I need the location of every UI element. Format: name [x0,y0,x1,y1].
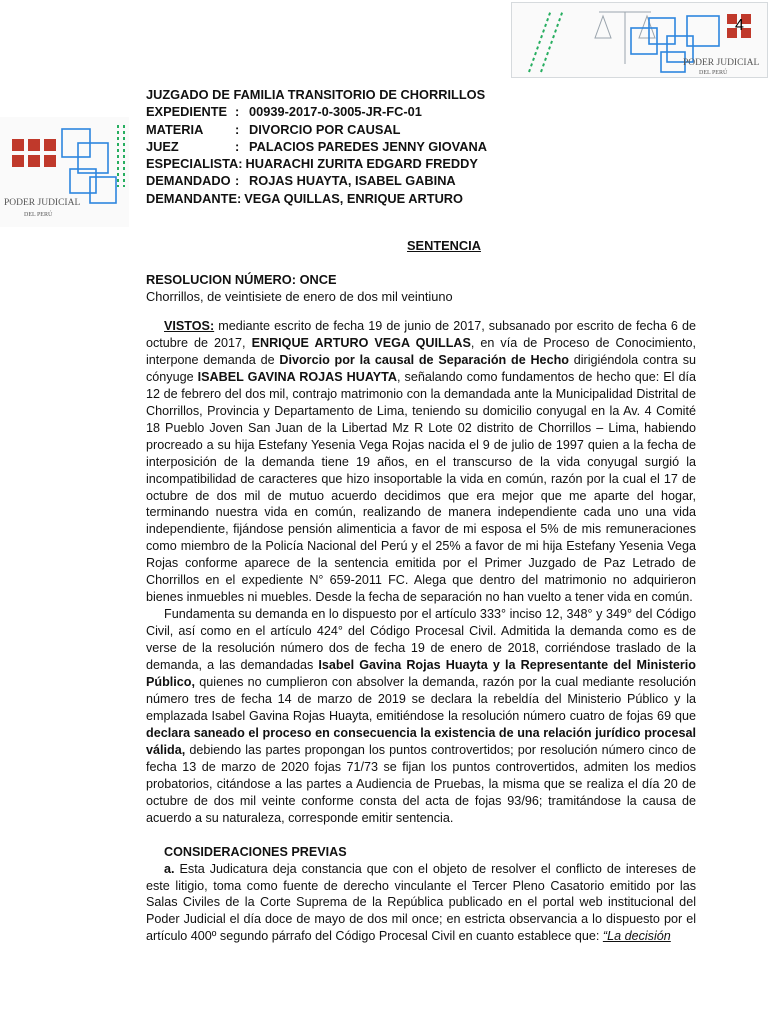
case-header [146,86,706,207]
header-row-demandante [146,190,706,207]
header-row-juez [146,138,706,155]
seal-subcaption-top: DEL PERÚ [699,70,728,76]
defendant-name: ISABEL GAVINA ROJAS HUAYTA [197,369,398,384]
plaintiff-name: ENRIQUE ARTURO VEGA QUILLAS [251,335,471,350]
seal-graphic-icon [0,117,129,227]
consideration-a [146,861,696,946]
text-run: mediante escrito de fecha 19 de junio de 2017, subsanado por escrito de fecha 6 de octubre de 2017, [146,319,696,350]
document-body [146,318,696,945]
seal-caption-top: PODER JUDICIAL [683,58,760,68]
text-run: Esta Judicatura deja constancia que con el objeto de resolver el conflicto de intereses de este litigio, toma como fuente de derecho vinculante el Tercer Pleno Casatorio emitido por las Salas Civiles de la Corte Suprema de la República publicado en el portal web institucional del Poder Judicial el día doce de mayo de dos mil once; en estricta observancia a lo dispuesto por el artículo 400º segundo párrafo del Código Procesal Civil en cuanto establece que: [146,861,696,944]
resolution-number: RESOLUCION NÚMERO: ONCE [146,272,337,287]
quote-start: “La decisión [602,929,671,944]
text-run: dirigiéndola contra su cónyuge [146,352,697,384]
resolution-block [146,271,742,305]
header-separator: : [235,121,240,137]
header-label: MATERIA [146,121,204,137]
header-value: HUARACHI ZURITA EDGARD FREDDY [245,156,478,172]
seal-caption-left: PODER JUDICIAL [4,198,81,208]
header-value: PALACIOS PAREDES JENNY GIOVANA [249,138,487,154]
court-name: JUZGADO DE FAMILIA TRANSITORIO DE CHORRILLOS [146,87,486,102]
header-label: EXPEDIENTE [146,104,228,120]
text-run: debiendo las partes propongan los puntos controvertidos; por resolución número cinco de fecha 13 de marzo de 2020 fojas 71/73 se fijan los puntos controvertidos, admiten los medios probatorios, citándose a las partes a Audiencia de Pruebas, la misma que se realiza el día 20 de octubre de dos mil veinte conforme consta del acta de fojas 93/96; tramitándose la causa de acuerdo a su naturaleza, corresponde emitir sentencia. [146,742,696,825]
header-separator: : [235,173,240,189]
place-date: Chorrillos, de veintisiete de enero de dos mil veintiuno [146,289,453,304]
header-label: DEMANDADO [146,173,231,189]
header-label: DEMANDANTE [146,190,237,206]
header-value: ROJAS HUAYTA, ISABEL GABINA [249,173,456,189]
header-separator: : [235,104,240,120]
header-row-expediente [146,103,706,120]
court-seal-top [511,2,768,78]
vistos-label: VISTOS: [164,319,215,333]
vistos-paragraph [146,318,696,606]
header-row-demandado [146,172,706,189]
page-number: 4 [735,17,744,34]
header-separator: : [235,138,240,154]
considerations-heading: CONSIDERACIONES PREVIAS [164,844,347,859]
header-value: VEGA QUILLAS, ENRIQUE ARTURO [244,190,464,206]
document-title: SENTENCIA [407,238,481,253]
text-run: , en vía de Proceso de Conocimiento, interpone demanda de [146,335,696,367]
header-value: DIVORCIO POR CAUSAL [249,121,401,137]
header-row-materia [146,121,706,138]
text-run: Fundamenta su demanda en lo dispuesto por el artículo 333° inciso 12, 348° y 349° del Código Civil, así como en el artículo 424° del Código Procesal Civil. Admitida la demanda como es de verse de la resolución número dos de fecha 19 de enero de 2018, corriéndose traslado de la demanda, a las demandadas [146,607,696,673]
text-run: quienes no cumplieron con absolver la demanda, razón por la cual mediante resolución número tres de fecha 14 de marzo de 2019 se declara la rebeldía del Ministerio Público y la emplazada Isabel Gavina Rojas Huayta, emitiéndose la resolución número cuatro de fojas 69 que [146,675,696,723]
header-row-especialista [146,155,706,172]
fundamenta-paragraph [146,606,696,826]
header-label: ESPECIALISTA [146,156,239,172]
claim-type: Divorcio por la causal de Separación de Hecho [279,352,569,367]
header-value: 00939-2017-0-3005-JR-FC-01 [249,104,422,120]
court-seal-left [0,117,129,227]
defendants-names: Isabel Gavina Rojas Huayta y la Representante del Ministerio Público, [146,658,696,690]
header-label: JUEZ [146,138,179,154]
item-label: a. [164,861,175,876]
header-separator: : [238,156,243,172]
saneamiento-statement: declara saneado el proceso en consecuencia la existencia de una relación jurídico procesal válida, [146,725,696,757]
header-separator: : [237,190,242,206]
seal-subcaption-left: DEL PERÚ [24,212,53,218]
text-run: , señalando como fundamentos de hecho que: El día 12 de febrero del dos mil, contrajo matrimonio con la demandada ante la Municipalidad Distrital de Chorrillos, Provincia y Departamento de Lima, teniendo su domicilio conyugal en la Av. 4 Comité 18 Pueblo Joven San Juan de la Libertad Mz R Lote 02 distrito de Chorrillos – Lima, habiendo procreado a su hija Estefany Yesenia Vega Rojas nacida el 9 de julio de 1997 quien a la fecha de interposición de la demanda tiene 19 años, en el transcurso de la vida conyugal surgió la incompatibilidad de caracteres que hizo insoportable la vida en común, razón por la cual el 17 de octubre de dos mil de mutuo acuerdo decidimos que era mejor que me aparte del hogar, terminando nuestra vida en común, realizando de manera independiente cada uno una vida independiente, fijándose pensión alimenticia a favor de mi esposa el 5% de mis remuneraciones como miembro de la Policía Nacional del Perú y el 25% a favor de mi hija Estefany Yesenia Vega Rojas conforme aparece de la sentencia emitida por el Primer Juzgado de Paz Letrado de Chorrillos en el expediente N° 659-2011 FC. Alega que dentro del matrimonio no adquirieron bienes inmuebles ni muebles. Desde la fecha de separación no han vuelto a tener vida en común. [146,369,696,605]
